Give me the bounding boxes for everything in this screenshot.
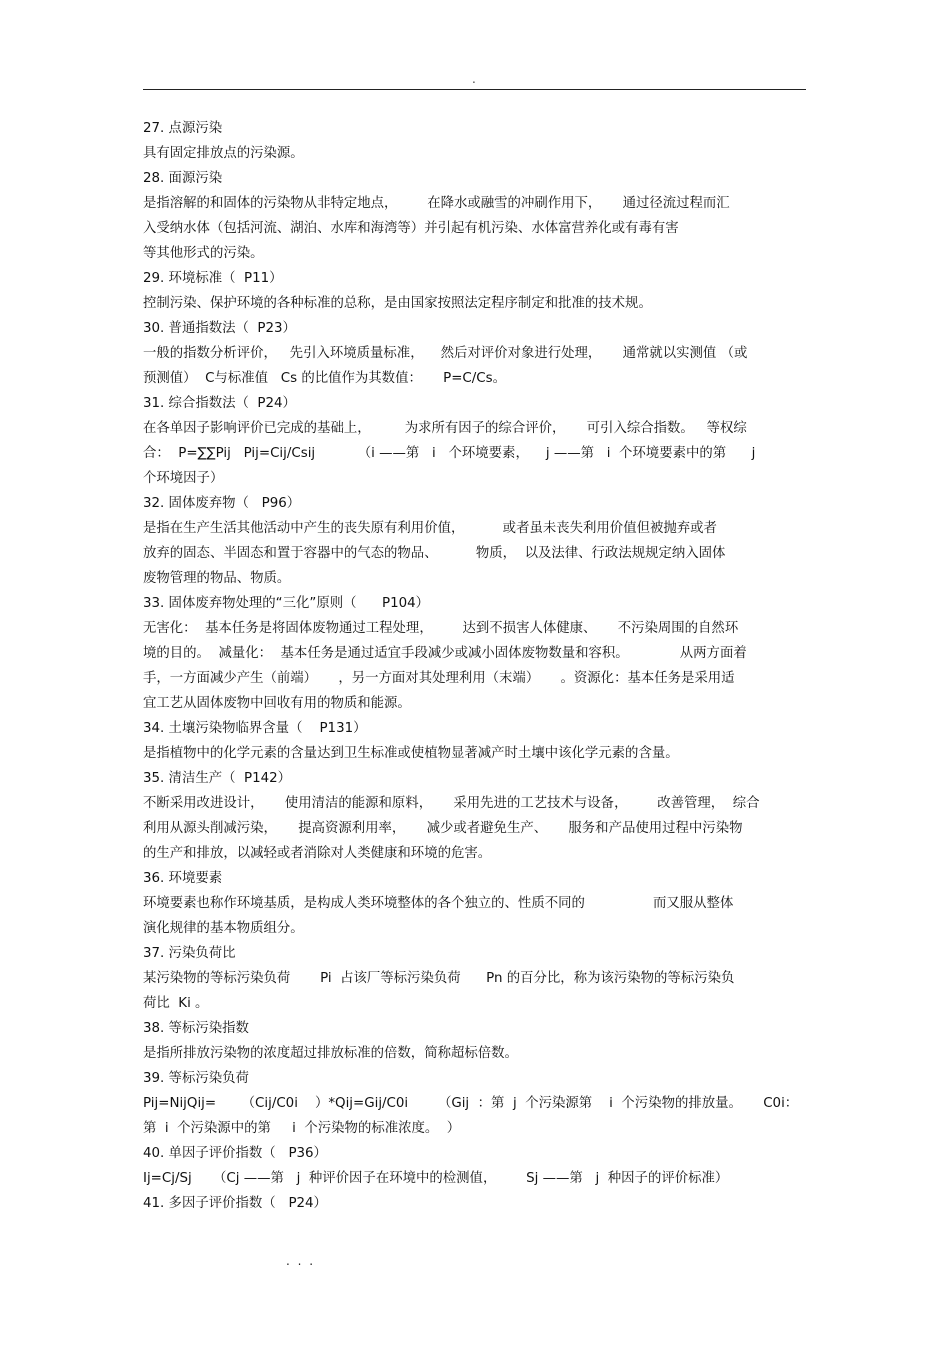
text-line: 放弃的固态、半固态和置于容器中的气态的物品、 物质， 以及法律、行政法规规定纳入固体 (143, 546, 726, 561)
text-line: 入受纳水体（包括河流、湖泊、水库和海湾等）并引起有机污染、水体富营养化或有毒有害 (143, 221, 679, 236)
text-line: 环境要素也称作环境基质，是构成人类环境整体的各个独立的、性质不同的 而又服从整体 (143, 896, 734, 911)
text-line: 31. 综合指数法（ P24） (143, 396, 296, 411)
text-line: 荷比 Ki 。 (143, 996, 209, 1011)
text-line: 个环境因子） (143, 471, 224, 486)
text-line: 一般的指数分析评价， 先引入环境质量标准， 然后对评价对象进行处理， 通常就以实测值 （或 (143, 346, 748, 361)
header-mark: . (472, 72, 476, 86)
text-line: 宜工艺从固体废物中回收有用的物质和能源。 (143, 696, 411, 711)
text-line: 预测值） C与标准值 Cs 的比值作为其数值： P=C/Cs。 (143, 371, 507, 386)
text-line: Pij=NijQij= （Cij/C0i ）*Qij=Gij/C0i （Gij ：第 j 个污染源第 i 个污染物的排放量。 C0i： (143, 1096, 799, 1111)
text-line: 废物管理的物品、物质。 (143, 571, 291, 586)
text-line: 29. 环境标准（ P11） (143, 271, 283, 286)
text-line: 是指所排放污染物的浓度超过排放标准的倍数，简称超标倍数。 (143, 1046, 518, 1061)
text-line: 39. 等标污染负荷 (143, 1071, 249, 1086)
text-line: 30. 普通指数法（ P23） (143, 321, 296, 336)
text-line: 利用从源头削减污染， 提高资源利用率， 减少或者避免生产、 服务和产品使用过程中污染物 (143, 821, 743, 836)
text-line: 36. 环境要素 (143, 871, 223, 886)
text-line: 33. 固体废弃物处理的“三化”原则（ P104） (143, 596, 430, 611)
text-line: 35. 清洁生产（ P142） (143, 771, 292, 786)
text-line: 28. 面源污染 (143, 171, 223, 186)
text-line: 具有固定排放点的污染源。 (143, 146, 304, 161)
text-line: 是指植物中的化学元素的含量达到卫生标准或使植物显著减产时土壤中该化学元素的含量。 (143, 746, 679, 761)
text-line: 演化规律的基本物质组分。 (143, 921, 304, 936)
text-line: 控制污染、保护环境的各种标准的总称，是由国家按照法定程序制定和批准的技术规。 (143, 296, 652, 311)
text-line: 在各单因子影响评价已完成的基础上， 为求所有因子的综合评价， 可引入综合指数。 等权综 (143, 421, 747, 436)
text-line: Ij=Cj/Sj （Cj ——第 j 种评价因子在环境中的检测值， Sj ——第 j 种因子的评价标准） (143, 1171, 729, 1186)
text-line: 32. 固体废弃物（ P96） (143, 496, 301, 511)
text-line: 34. 土壤污染物临界含量（ P131） (143, 721, 367, 736)
text-line: 第 i 个污染源中的第 i 个污染物的标准浓度。 ） (143, 1121, 461, 1136)
text-line: 27. 点源污染 (143, 121, 223, 136)
text-line: 等其他形式的污染。 (143, 246, 264, 261)
text-line: 不断采用改进设计， 使用清洁的能源和原料， 采用先进的工艺技术与设备， 改善管理， 综合 (143, 796, 760, 811)
text-line: 37. 污染负荷比 (143, 946, 236, 961)
text-line: 境的目的。 减量化： 基本任务是通过适宜手段减少或减小固体废物数量和容积。 从两方面着 (143, 646, 747, 661)
footer-mark: . . . (286, 1254, 316, 1268)
text-line: 38. 等标污染指数 (143, 1021, 249, 1036)
text-line: 的生产和排放，以减轻或者消除对人类健康和环境的危害。 (143, 846, 492, 861)
text-line: 无害化： 基本任务是将固体废物通过工程处理， 达到不损害人体健康、 不污染周围的自然环 (143, 621, 739, 636)
text-line: 合： P=∑∑Pij Pij=Cij/Csij （i ——第 i 个环境要素， j ——第 i 个环境要素中的第 j (143, 446, 756, 461)
text-line: 40. 单因子评价指数（ P36） (143, 1146, 327, 1161)
header-rule (143, 89, 806, 90)
document-body (143, 116, 806, 1216)
text-line: 41. 多因子评价指数（ P24） (143, 1196, 327, 1211)
text-line: 是指在生产生活其他活动中产生的丧失原有利用价值， 或者虽未丧失利用价值但被抛弃或者 (143, 521, 717, 536)
text-line: 手，一方面减少产生（前端） ，另一方面对其处理利用（末端） 。资源化：基本任务是采用适 (143, 671, 735, 686)
text-line: 是指溶解的和固体的污染物从非特定地点， 在降水或融雪的冲刷作用下， 通过径流过程而汇 (143, 196, 730, 211)
text-line: 某污染物的等标污染负荷 Pi 占该厂等标污染负荷 Pn 的百分比，称为该污染物的等标污染负 (143, 971, 735, 986)
